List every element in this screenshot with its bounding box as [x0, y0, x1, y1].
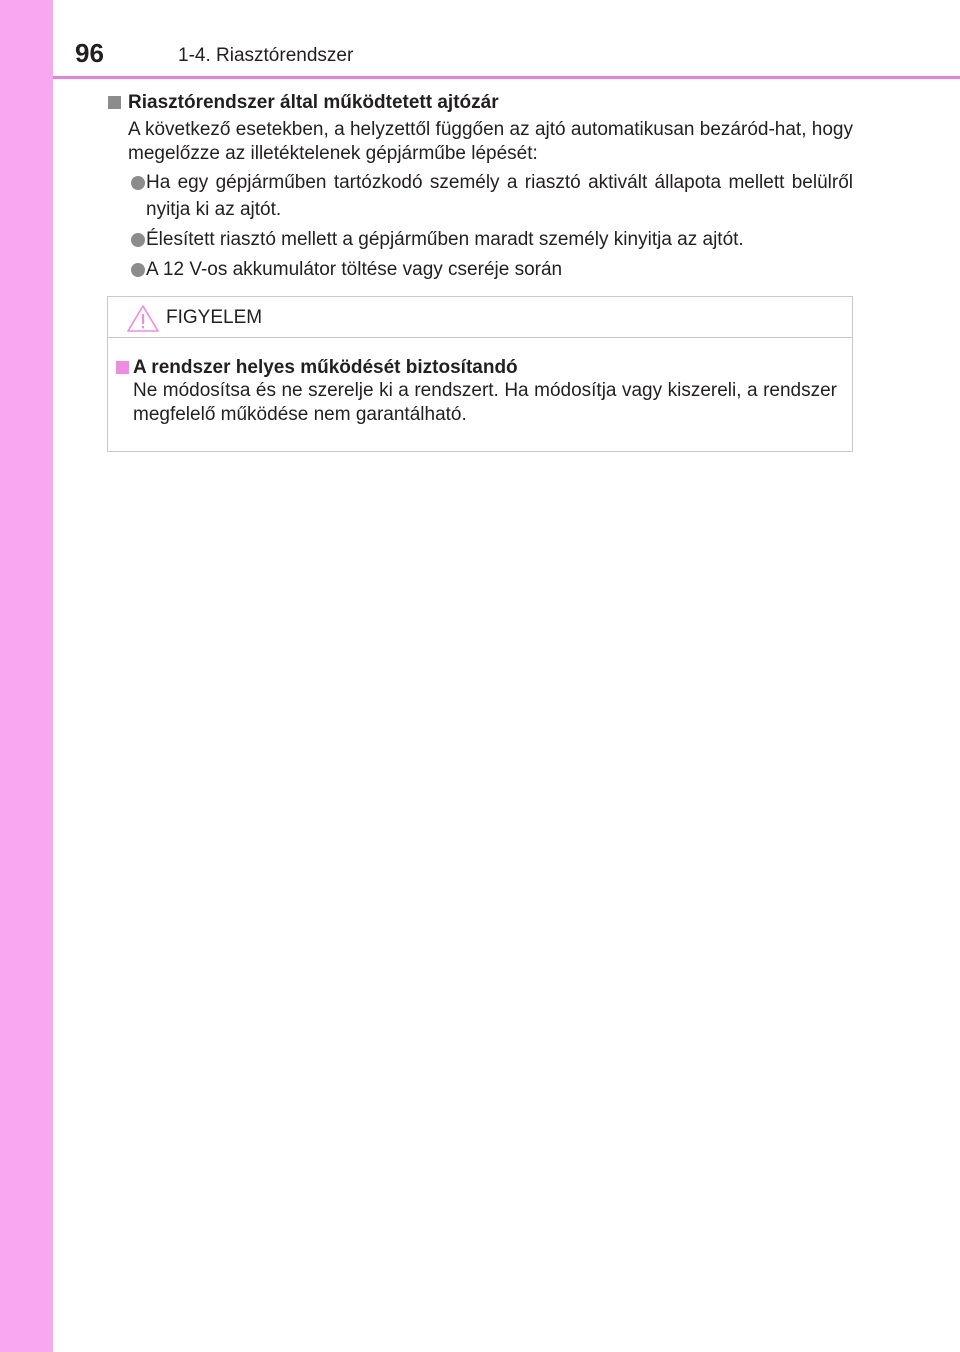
warning-heading-text: A rendszer helyes működését biztosítandó [133, 357, 518, 378]
section-intro: A következő esetekben, a helyzettől függően az ajtó automatikusan bezáród-hat, hogy megelőzze az illetéktelenek gépjárműbe lépését: [128, 119, 853, 164]
warning-label: FIGYELEM [166, 307, 263, 328]
chapter-title: 1-4. Riasztórendszer [178, 45, 354, 66]
page-number: 96 [75, 38, 104, 68]
warning-heading [116, 356, 837, 379]
list-item [130, 226, 853, 253]
list-item-text: Élesített riasztó mellett a gépjárműben maradt személy kinyitja az ajtót. [146, 229, 744, 250]
square-bullet-icon [108, 96, 121, 109]
warning-box [107, 296, 853, 452]
round-bullet-icon [131, 176, 145, 190]
list-item-text: Ha egy gépjárműben tartózkodó személy a riasztó aktivált állapota mellett belülről nyitja ki az ajtót. [146, 172, 853, 220]
list-item [130, 169, 853, 223]
header-divider [53, 76, 960, 79]
section-heading [108, 90, 853, 115]
warning-triangle-icon [126, 304, 160, 333]
warning-body [108, 338, 852, 427]
left-margin-bar [0, 0, 53, 1352]
section-heading-text: Riasztórendszer által működtetett ajtózár [128, 92, 499, 113]
round-bullet-icon [131, 233, 145, 247]
warning-header [108, 297, 852, 338]
square-bullet-icon [116, 361, 129, 374]
list-item [130, 256, 853, 283]
list-item-text: A 12 V-os akkumulátor töltése vagy cseréje során [146, 259, 563, 280]
round-bullet-icon [131, 263, 145, 277]
main-content [108, 90, 853, 283]
warning-text: Ne módosítsa és ne szerelje ki a rendszert. Ha módosítja vagy kiszereli, a rendszer megfelelő működése nem garantálható. [133, 380, 837, 425]
